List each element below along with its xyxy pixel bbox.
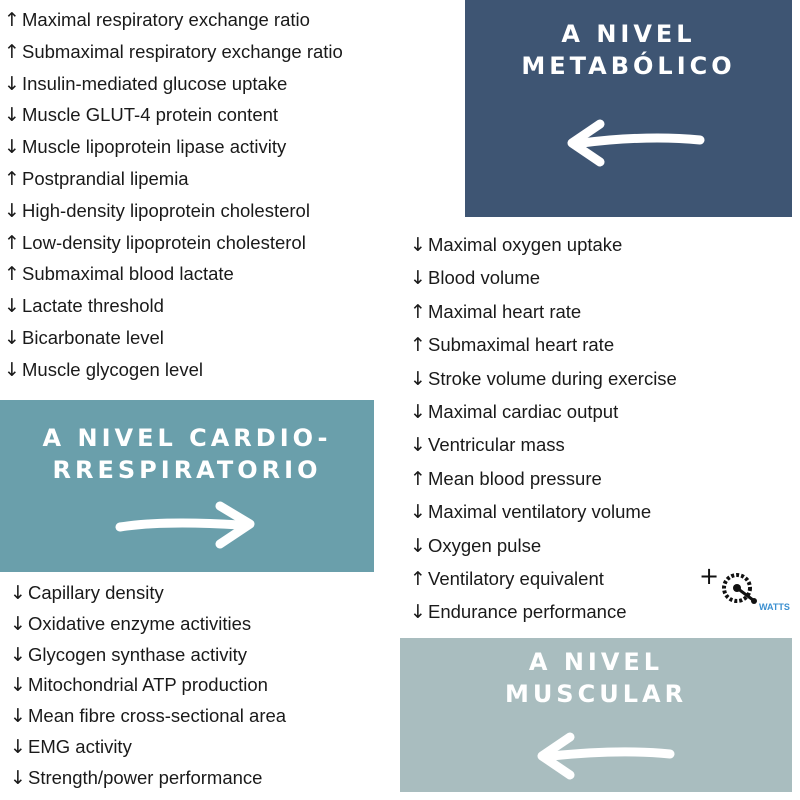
arrow-down-icon: ↓ (10, 643, 26, 666)
arrow-down-icon: ↓ (10, 612, 26, 635)
muscular-section-title (400, 646, 792, 710)
list-item (410, 466, 677, 499)
list-item-text: High-density lipoprotein cholesterol (22, 199, 310, 221)
metabolic-title-line-2: METABÓLICO (521, 52, 736, 80)
arrow-down-icon: ↓ (10, 674, 26, 697)
cardio-title-line-2: RRESPIRATORIO (52, 456, 322, 484)
list-item (4, 71, 343, 103)
arrow-up-icon: ↑ (4, 40, 20, 63)
list-item (4, 261, 343, 293)
list-item-text: Mean fibre cross-sectional area (28, 705, 287, 727)
list-item (410, 299, 677, 332)
list-item (410, 599, 677, 632)
arrow-down-icon: ↓ (4, 295, 20, 318)
list-item-text: Ventilatory equivalent (428, 567, 604, 589)
list-item-text: Maximal oxygen uptake (428, 234, 623, 255)
list-item-text: Strength/power performance (28, 766, 263, 788)
list-item (10, 611, 286, 642)
arrow-down-icon: ↓ (410, 434, 426, 457)
list-item-text: Glycogen synthase activity (28, 643, 248, 665)
list-item-text: Muscle lipoprotein lipase activity (22, 136, 287, 158)
list-item-text: Mean blood pressure (428, 467, 602, 489)
arrow-right-icon (112, 500, 262, 550)
list-item (10, 642, 286, 673)
list-item (410, 232, 677, 265)
arrow-down-icon: ↓ (410, 601, 426, 624)
list-item (410, 533, 677, 566)
list-item (10, 580, 286, 611)
arrow-up-icon: ↑ (410, 467, 426, 490)
list-item (4, 198, 343, 230)
arrow-down-icon: ↓ (4, 72, 20, 95)
list-item (4, 293, 343, 325)
list-item-text: Lactate threshold (22, 295, 164, 317)
cardio-effects-list (410, 232, 677, 633)
list-item-text: Oxidative enzyme activities (28, 612, 252, 634)
list-item-text: Endurance performance (428, 601, 627, 623)
list-item-text: Stroke volume during exercise (428, 367, 677, 389)
metabolic-effects-list (4, 7, 343, 389)
list-item (410, 499, 677, 532)
arrow-up-icon: ↑ (4, 9, 20, 31)
muscular-title-line-2: MUSCULAR (504, 680, 688, 708)
list-item-text: EMG activity (28, 735, 132, 757)
list-item (10, 672, 286, 703)
arrow-down-icon: ↓ (410, 400, 426, 423)
metabolic-section-title (465, 18, 792, 82)
list-item (4, 7, 343, 39)
muscular-section-banner (400, 638, 792, 792)
logo-text: WATTS (759, 602, 790, 612)
list-item-text: Maximal ventilatory volume (428, 501, 652, 523)
list-item (10, 703, 286, 734)
list-item-text: Maximal cardiac output (428, 400, 619, 422)
arrow-down-icon: ↓ (10, 766, 26, 789)
muscular-effects-list (10, 580, 286, 796)
arrow-up-icon: ↑ (4, 231, 20, 254)
arrow-down-icon: ↓ (4, 199, 20, 222)
arrow-down-icon: ↓ (4, 136, 20, 159)
list-item-text: Submaximal respiratory exchange ratio (22, 40, 343, 62)
list-item-text: Maximal heart rate (428, 300, 582, 322)
list-item (4, 39, 343, 71)
arrow-down-icon: ↓ (10, 582, 26, 604)
logo (697, 562, 793, 618)
arrow-down-icon: ↓ (410, 534, 426, 557)
list-item-text: Ventricular mass (428, 434, 565, 456)
logo-plus-sign: + (699, 562, 720, 590)
list-item-text: Submaximal blood lactate (22, 263, 234, 285)
arrow-up-icon: ↑ (410, 567, 426, 590)
list-item-text: Insulin-mediated glucose uptake (22, 72, 288, 94)
list-item-text: Muscle GLUT-4 protein content (22, 104, 279, 126)
cardio-title-line-1: A NIVEL CARDIO- (42, 424, 332, 452)
arrow-left-icon (560, 118, 706, 168)
bike-chainring-icon (724, 575, 757, 604)
arrow-up-icon: ↑ (4, 167, 20, 190)
list-item-text: Maximal respiratory exchange ratio (22, 9, 310, 30)
arrow-down-icon: ↓ (410, 501, 426, 524)
list-item (410, 265, 677, 298)
arrow-down-icon: ↓ (10, 705, 26, 728)
list-item-text: Capillary density (28, 582, 164, 603)
list-item (4, 357, 343, 389)
list-item (410, 366, 677, 399)
list-item (4, 166, 343, 198)
cardio-section-banner (0, 400, 374, 572)
list-item-text: Blood volume (428, 267, 541, 289)
arrow-left-icon (530, 730, 676, 780)
arrow-down-icon: ↓ (410, 234, 426, 256)
arrow-down-icon: ↓ (10, 735, 26, 758)
list-item-text: Mitochondrial ATP production (28, 674, 268, 696)
list-item (4, 230, 343, 262)
list-item (10, 734, 286, 765)
list-item-text: Submaximal heart rate (428, 334, 615, 356)
metabolic-title-line-1: A NIVEL (561, 20, 696, 48)
arrow-down-icon: ↓ (4, 104, 20, 127)
list-item (10, 765, 286, 796)
metabolic-section-banner (465, 0, 792, 217)
muscular-title-line-1: A NIVEL (528, 648, 664, 676)
arrow-down-icon: ↓ (410, 367, 426, 390)
list-item-text: Bicarbonate level (22, 326, 164, 348)
list-item-text: Muscle glycogen level (22, 358, 203, 380)
list-item (410, 566, 677, 599)
arrow-up-icon: ↑ (4, 263, 20, 286)
list-item-text: Oxygen pulse (428, 534, 542, 556)
arrow-down-icon: ↓ (4, 326, 20, 349)
list-item (410, 332, 677, 365)
arrow-down-icon: ↓ (410, 267, 426, 290)
cardio-section-title (0, 422, 374, 486)
list-item-text: Postprandial lipemia (22, 167, 189, 189)
arrow-up-icon: ↑ (410, 300, 426, 323)
list-item (410, 399, 677, 432)
arrow-up-icon: ↑ (410, 334, 426, 357)
list-item (4, 102, 343, 134)
list-item (4, 325, 343, 357)
list-item (410, 432, 677, 465)
arrow-down-icon: ↓ (4, 358, 20, 381)
list-item-text: Low-density lipoprotein cholesterol (22, 231, 306, 253)
list-item (4, 134, 343, 166)
